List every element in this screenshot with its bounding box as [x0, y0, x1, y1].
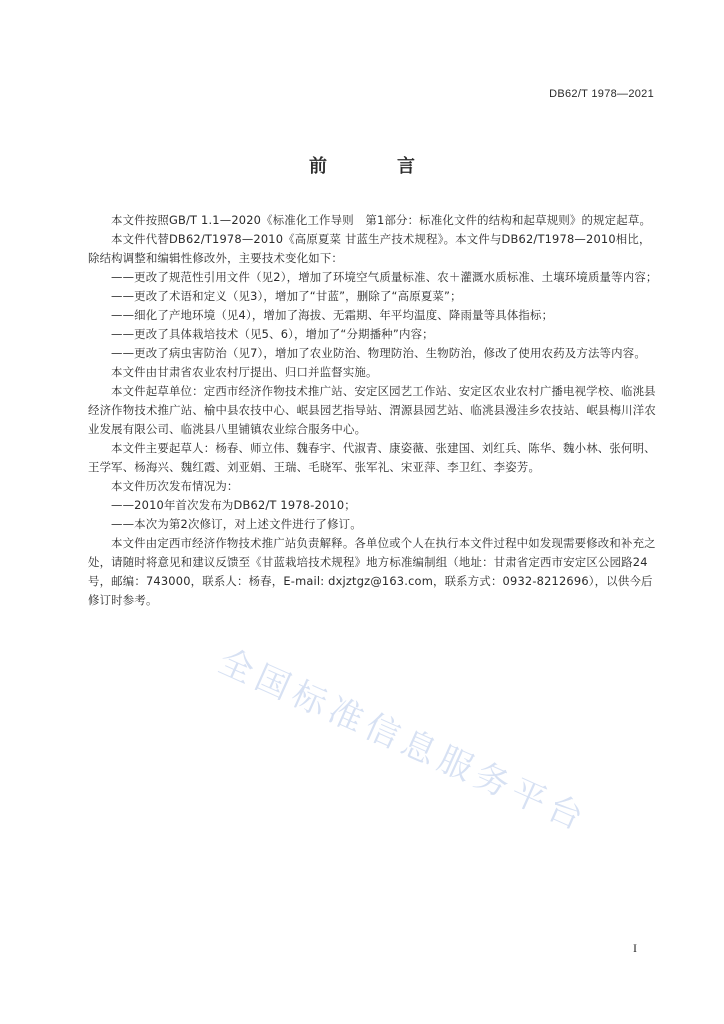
proposer-paragraph: 本文件由甘肃省农业农村厅提出、归口并监督实施。: [111, 365, 378, 379]
replacement-paragraph: 本文件代替DB62/T1978—2010《高原夏菜 甘蓝生产技术规程》。本文件与DB62/T1978—2010相比，除结构调整和编辑性修改外，主要技术变化如下：: [88, 232, 651, 265]
interpretation-paragraph: 本文件由定西市经济作物技术推广站负责解释。各单位或个人在执行本文件过程中如发现需要修改和补充之处，请随时将意见和建议反馈至《甘蓝栽培技术规程》地方标准编制组（地址：甘肃省定西市安定区公园路24号，邮编：743000，联系人：杨春，E-mail: dxjztgz@163.com，联系方式：0932-8212696），以供今后修订时参考。: [88, 536, 656, 607]
drafting-units-paragraph: 本文件起草单位：定西市经济作物技术推广站、安定区园艺工作站、安定区农业农村广播电视学校、临洮县经济作物技术推广站、榆中县农技中心、岷县园艺指导站、渭源县园艺站、临洮县漫洼乡农技站、岷县梅川洋农业发展有限公司、临洮县八里铺镇农业综合服务中心。: [88, 384, 656, 436]
list-item: ——2010年首次发布为DB62/T 1978-2010；: [111, 498, 356, 512]
watermark: 全国标准信息服务平台: [212, 641, 595, 841]
foreword-body: [88, 211, 660, 610]
technical-changes-list: [88, 268, 660, 363]
history-heading: 本文件历次发布情况为：: [111, 479, 239, 493]
page-number: I: [633, 941, 637, 955]
list-item: ——更改了具体栽培技术（见5、6），增加了“分期播种”内容；: [111, 327, 434, 341]
list-item: ——更改了规范性引用文件（见2），增加了环境空气质量标准、农＋灌溉水质标准、土壤环境质量等内容；: [111, 270, 658, 284]
page-title: 前 言: [309, 156, 441, 177]
drafting-rule-paragraph: 本文件按照GB/T 1.1—2020《标准化工作导则 第1部分：标准化文件的结构和起草规则》的规定起草。: [111, 213, 652, 227]
history-list: [88, 496, 660, 534]
list-item: ——本次为第2次修订，对上述文件进行了修订。: [111, 517, 362, 531]
list-item: ——更改了术语和定义（见3），增加了“甘蓝”，删除了“高原夏菜”；: [111, 289, 462, 303]
list-item: ——更改了病虫害防治（见7），增加了农业防治、物理防治、生物防治，修改了使用农药及方法等内容。: [111, 346, 646, 360]
list-item: ——细化了产地环境（见4），增加了海拔、无霜期、年平均温度、降雨量等具体指标；: [111, 308, 554, 322]
standard-number: DB62/T 1978—2021: [549, 88, 654, 100]
drafters-paragraph: 本文件主要起草人：杨春、师立伟、魏春宇、代淑青、康姿薇、张建国、刘红兵、陈华、魏小林、张何明、王学军、杨海兴、魏红霞、刘亚娟、王瑞、毛晓军、张军礼、宋亚萍、李卫红、李姿芳。: [88, 441, 656, 474]
